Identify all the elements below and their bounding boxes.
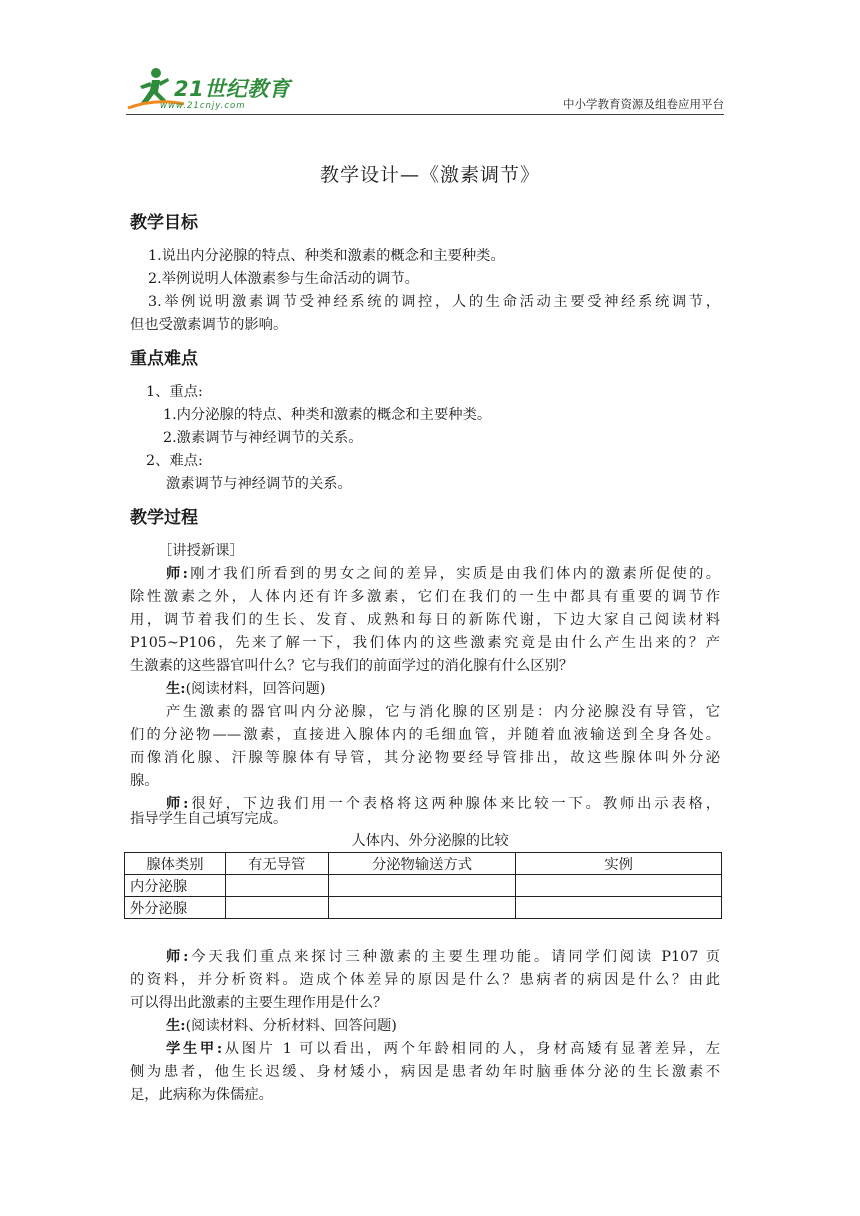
paragraph-line: 用，调节着我们的生长、发育、成熟和每日的新陈代谢，下边大家自己阅读材料 (130, 612, 720, 628)
teacher-paragraph-line: 师:很好，下边我们用一个表格将这两种腺体来比较一下。教师出示表格， (166, 796, 721, 812)
gland-comparison-table (124, 852, 722, 919)
teacher-paragraph-line: 师:刚才我们所看到的男女之间的差异，实质是由我们体内的激素所促使的。 (166, 566, 720, 582)
teacher-label: 师: (166, 949, 189, 965)
paragraph-line: 腺。 (130, 773, 159, 789)
table-cell (225, 875, 328, 897)
site-logo[interactable] (126, 66, 296, 114)
key-label: 1、重点: (146, 384, 203, 400)
table-header-row (125, 853, 722, 875)
paragraph-line: 产生激素的器官叫内分泌腺，它与消化腺的区别是：内分泌腺没有导管，它 (166, 704, 720, 720)
header-divider (126, 114, 724, 115)
table-cell: 内分泌腺 (125, 875, 226, 897)
teacher-label: 师: (166, 566, 188, 582)
process-heading: 教学过程 (130, 508, 198, 528)
key-item: 2.激素调节与神经调节的关系。 (163, 430, 363, 446)
logo-url: www.21cnjy.com (160, 101, 246, 111)
goal-item: 2.举例说明人体激素参与生命活动的调节。 (148, 271, 419, 287)
student-label: 生: (166, 681, 186, 697)
table-caption: 人体内、外分泌腺的比较 (351, 833, 509, 849)
teacher-label: 师: (166, 796, 189, 812)
document-title: 教学设计—《激素调节》 (319, 164, 540, 186)
paragraph-line: 除性激素之外，人体内还有许多激素，它们在我们的一生中都具有重要的调节作 (130, 589, 720, 605)
goals-heading: 教学目标 (130, 213, 198, 233)
student-label: 生: (166, 1018, 186, 1034)
platform-label: 中小学教育资源及组卷应用平台 (563, 97, 724, 111)
table-header-cell: 腺体类别 (125, 853, 226, 875)
key-heading: 重点难点 (130, 349, 198, 369)
paragraph-line: 足，此病称为侏儒症。 (130, 1087, 273, 1103)
paragraph-line: 指导学生自己填写完成。 (130, 811, 288, 827)
table-cell (516, 897, 722, 919)
student-line: 生:(阅读材料、分析材料、回答问题) (166, 1018, 397, 1034)
page-header (126, 66, 724, 116)
table-header-cell: 有无导管 (225, 853, 328, 875)
table-cell (328, 897, 516, 919)
student-a-paragraph-line: 学生甲:从图片 1 可以看出，两个年龄相同的人，身材高矮有显著差异，左 (166, 1041, 720, 1057)
paragraph-line: 可以得出此激素的主要生理作用是什么？ (130, 995, 388, 1011)
table-row (125, 897, 722, 919)
table-cell (516, 875, 722, 897)
table-cell: 外分泌腺 (125, 897, 226, 919)
goal-item-cont: 但也受激素调节的影响。 (130, 317, 288, 333)
paragraph-line: 们的分泌物——激素，直接进入腺体内的毛细血管，并随着血液输送到全身各处。 (130, 727, 720, 743)
table-header-cell: 实例 (516, 853, 722, 875)
key-item: 1.内分泌腺的特点、种类和激素的概念和主要种类。 (163, 407, 492, 423)
paragraph-line: 的资料，并分析资料。造成个体差异的原因是什么？患病者的病因是什么？由此 (130, 972, 720, 988)
difficulty-item: 激素调节与神经调节的关系。 (166, 476, 352, 492)
difficulty-label: 2、难点: (146, 453, 203, 469)
goal-item: 3.举例说明激素调节受神经系统的调控，人的生命活动主要受神经系统调节， (148, 294, 720, 310)
teacher-paragraph-line: 师:今天我们重点来探讨三种激素的主要生理功能。请同学们阅读 P107 页 (166, 949, 720, 965)
logo-text: 21世纪教育 (174, 77, 291, 101)
paragraph-line: 而像消化腺、汗腺等腺体有导管，其分泌物要经导管排出，故这些腺体叫外分泌 (130, 750, 720, 766)
paragraph-line: 侧为患者，他生长迟缓、身材矮小，病因是患者幼年时脑垂体分泌的生长激素不 (130, 1064, 720, 1080)
table-header-cell: 分泌物输送方式 (328, 853, 516, 875)
student-a-label: 学生甲: (166, 1041, 223, 1057)
goal-item: 1.说出内分泌腺的特点、种类和激素的概念和主要种类。 (148, 248, 505, 264)
table-row (125, 875, 722, 897)
table-cell (225, 897, 328, 919)
paragraph-line: 生激素的这些器官叫什么？它与我们的前面学过的消化腺有什么区别？ (130, 658, 574, 674)
section-intro: ［讲授新课］ (158, 543, 244, 559)
table-cell (328, 875, 516, 897)
student-line: 生:(阅读材料，回答问题) (166, 681, 326, 697)
paragraph-line: P105~P106，先来了解一下，我们体内的这些激素究竟是由什么产生出来的？产 (130, 635, 720, 651)
